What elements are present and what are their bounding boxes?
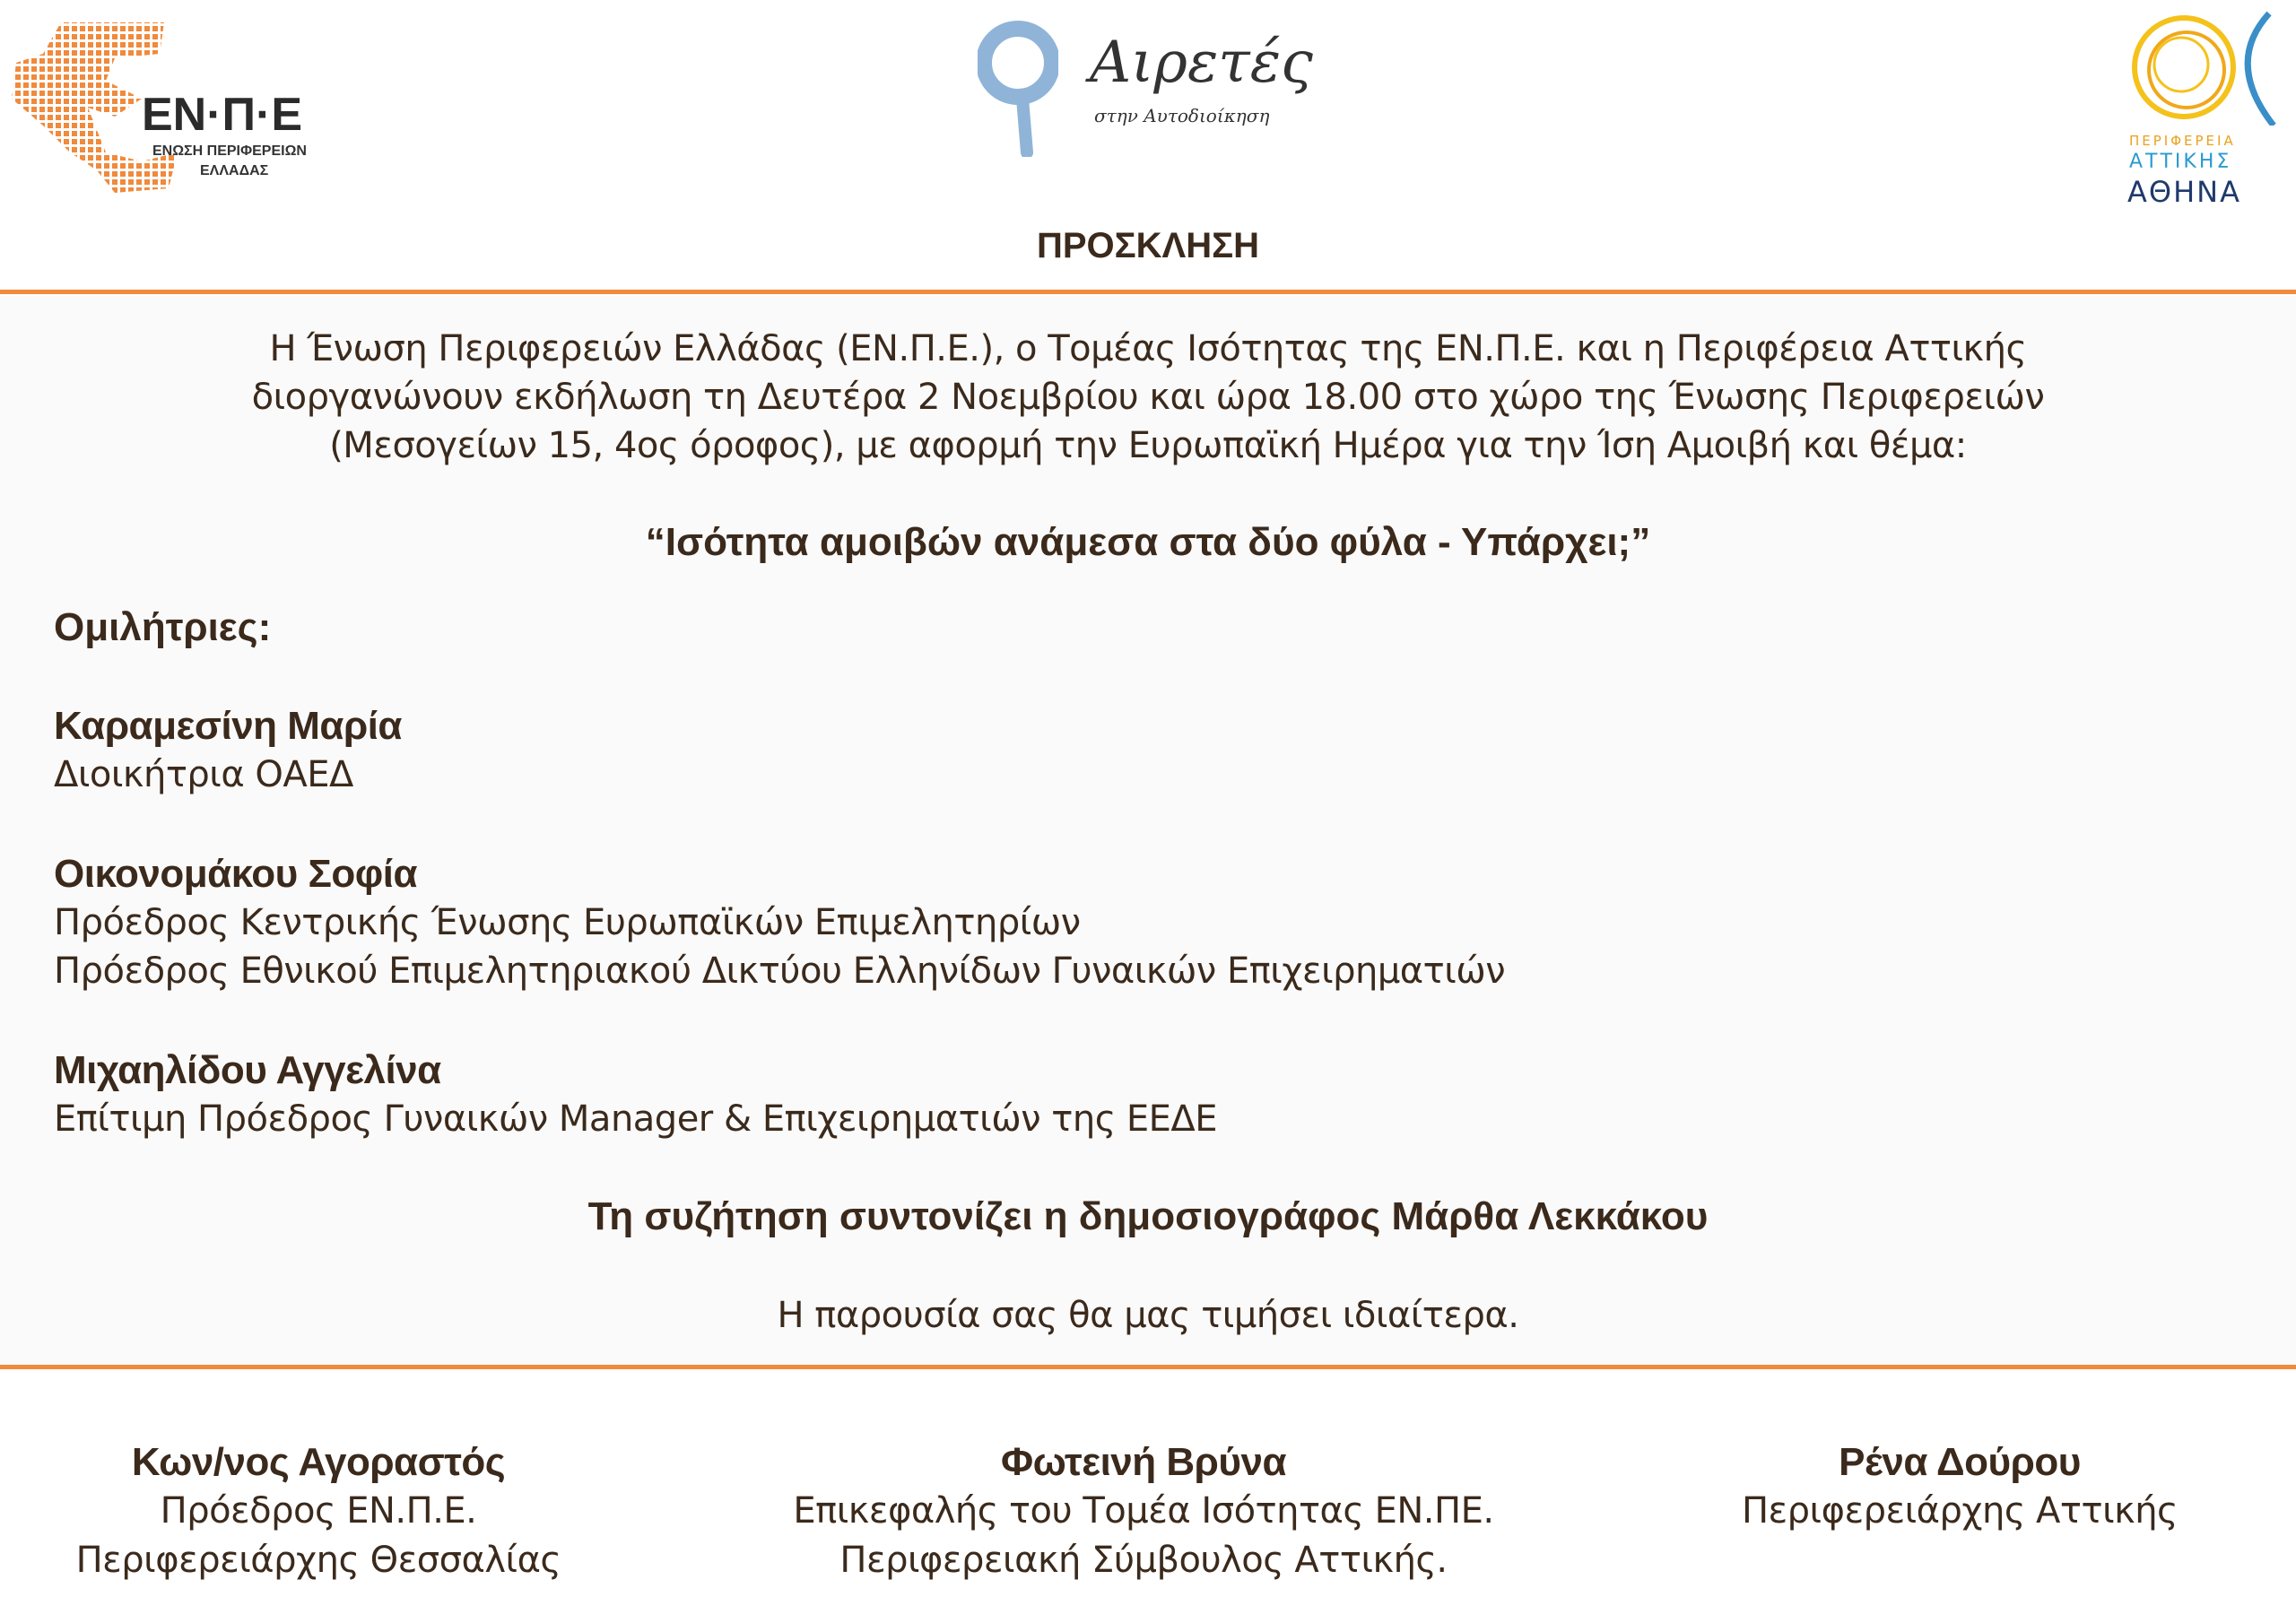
signatory-3: Ρένα Δούρου Περιφερειάρχης Αττικής: [1741, 1440, 2179, 1532]
intro-paragraph: Η Ένωση Περιφερειών Ελλάδας (ΕΝ.Π.Ε.), ο Τομέας Ισότητας της ΕΝ.Π.Ε. και η Περιφέρεια Αττικής διοργανώνουν εκδήλωση τη Δευτέρα 2 Νοεμβρίου και ώρα 18.00 στο χώρο της Ένωσης Περιφερειών (Μεσογείων 15, 4ος όροφος), με αφορμή την Ευρωπαϊκή Ημέρα για την Ίση Αμοιβή και θέμα:: [251, 328, 2045, 466]
speaker-2: Οικονομάκου Σοφία Πρόεδρος Κεντρικής Ένωσης Ευρωπαϊκών Επιμελητηρίων Πρόεδρος Εθνικού Επιμελητηριακού Δικτύου Ελληνίδων Γυναικών Επιχειρηματιών: [54, 852, 1506, 992]
speakers-label: Ομιλήτριες:: [54, 605, 272, 649]
page-title: ΠΡΟΣΚΛΗΣΗ: [1036, 226, 1260, 265]
moderator: Τη συζήτηση συντονίζει η δημοσιογράφος Μάρθα Λεκκάκου: [587, 1194, 1709, 1238]
signatory-1: Κων/νος Αγοραστός Πρόεδρος ΕΝ.Π.Ε. Περιφερειάρχης Θεσσαλίας: [75, 1440, 561, 1581]
attiki-logo: ΠΕΡΙΦΕΡΕΙΑ ΑΤΤΙΚΗΣ ΑΘΗΝΑ: [2117, 9, 2296, 206]
event-topic: “Ισότητα αμοιβών ανάμεσα στα δύο φύλα - Υπάρχει;”: [645, 520, 1651, 564]
closing-line: Η παρουσία σας θα μας τιμήσει ιδιαίτερα.: [777, 1295, 1519, 1336]
signatory-2: Φωτεινή Βρύνα Επικεφαλής του Τομέα Ισότητας ΕΝ.ΠΕ. Περιφερειακή Σύμβουλος Αττικής.: [793, 1440, 1494, 1581]
bottom-divider: [0, 1365, 2296, 1369]
aretes-logo: Αιρετές στην Αυτοδιοίκηση: [978, 13, 1300, 157]
speaker-3: Μιχαηλίδου Αγγελίνα Επίτιμη Πρόεδρος Γυναικών Manager & Επιχειρηματιών της ΕΕΔΕ: [54, 1048, 1218, 1140]
top-divider: [0, 290, 2296, 294]
attiki-emblem-icon: [2117, 9, 2296, 126]
enpe-logo: ΕΝ·Π·Ε ΕΝΩΣΗ ΠΕΡΙΦΕΡΕΙΩΝ ΕΛΛΑΔΑΣ: [7, 18, 366, 197]
female-symbol-icon: [978, 13, 1058, 157]
speaker-1: Καραμεσίνη Μαρία Διοικήτρια ΟΑΕΔ: [54, 704, 402, 795]
